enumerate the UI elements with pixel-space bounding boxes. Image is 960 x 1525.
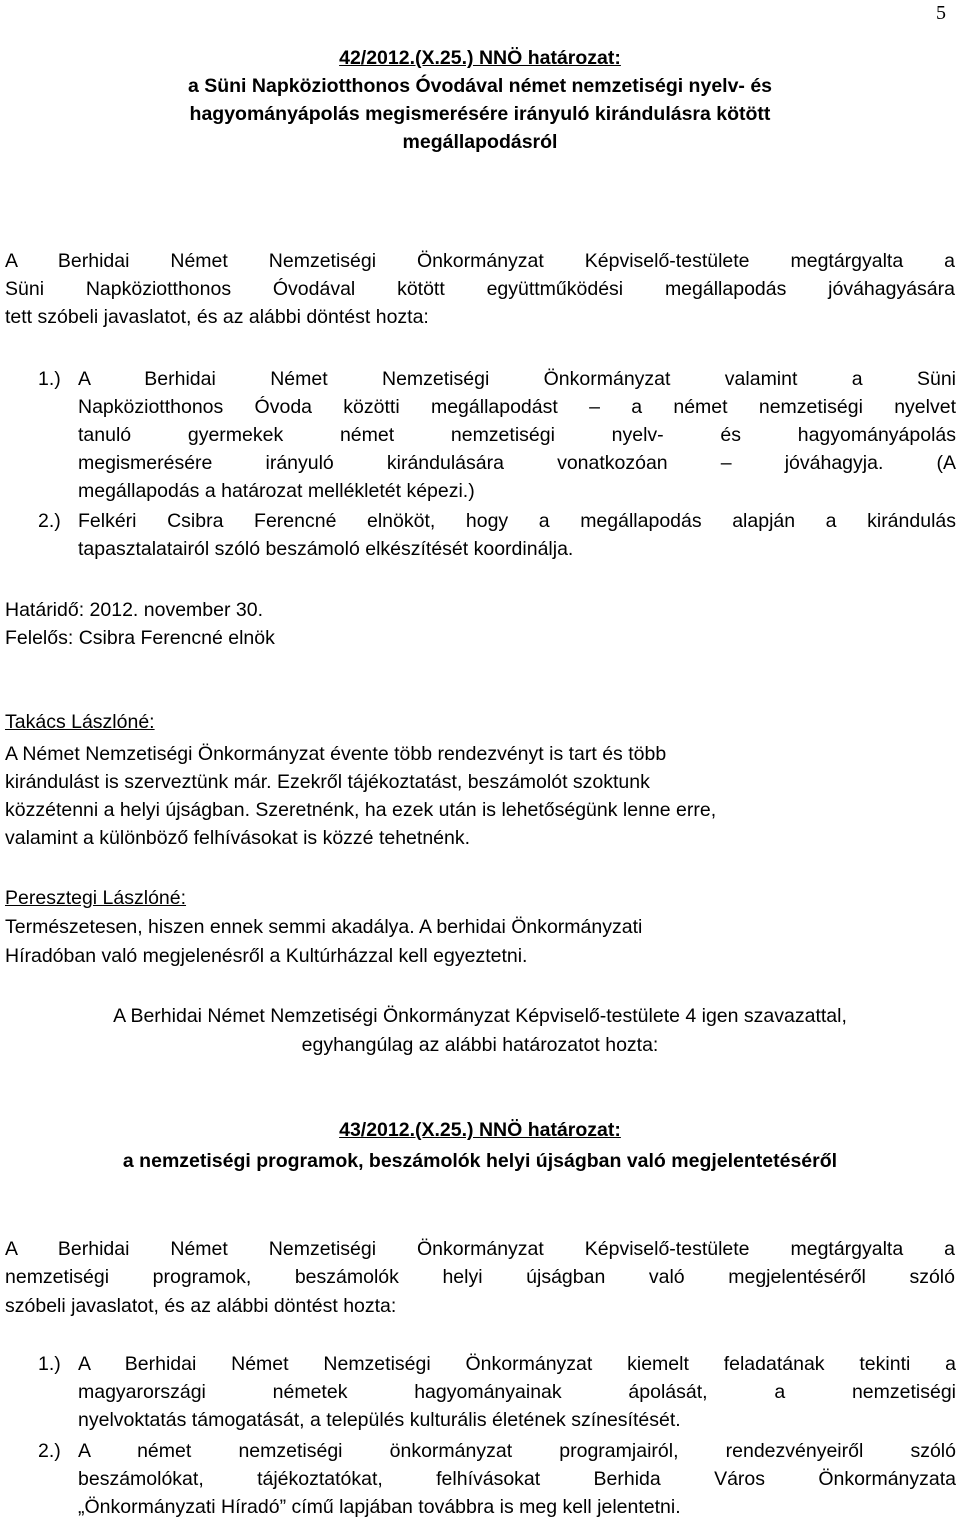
- resolution-42-intro-line: Süni Napköziotthonos Óvodával kötött együttműködési megállapodás jóváhagyására: [5, 278, 955, 300]
- speaker-name: Takács Lászlóné:: [5, 711, 155, 733]
- vote-line: A Berhidai Német Nemzetiségi Önkormányzat Képviselő-testülete 4 igen szavazattal,: [113, 1005, 847, 1027]
- resolution-42-point-1-line: megállapodás a határozat mellékletét képezi.): [78, 480, 475, 502]
- resolution-42-point-2-line: Felkéri Csibra Ferencné elnököt, hogy a megállapodás alapján a kirándulás: [78, 510, 956, 532]
- deadline: Határidő: 2012. november 30.: [5, 599, 263, 621]
- resolution-43-point-2-line: A német nemzetiségi önkormányzat programjairól, rendezvényeiről szóló: [78, 1440, 956, 1462]
- resolution-43-title: 43/2012.(X.25.) NNÖ határozat:: [339, 1119, 621, 1141]
- resolution-43-point-1-line: A Berhidai Német Nemzetiségi Önkormányzat kiemelt feladatának tekinti a: [78, 1353, 956, 1375]
- responsible-person: Felelős: Csibra Ferencné elnök: [5, 627, 275, 649]
- resolution-42-subject-line: hagyományápolás megismerésére irányuló kirándulásra kötött: [189, 103, 771, 125]
- resolution-43-point-2-line: beszámolókat, tájékoztatókat, felhívásokat Berhida Város Önkormányzata: [78, 1468, 956, 1490]
- speaker-text-line: kirándulást is szerveztünk már. Ezekről tájékoztatást, beszámolót szoktunk: [5, 771, 650, 793]
- speaker-text-line: valamint a különböző felhívásokat is közzé tehetnénk.: [5, 827, 471, 849]
- resolution-43-point-2-line: „Önkormányzati Híradó” című lapjában továbbra is meg kell jelentetni.: [78, 1496, 681, 1518]
- resolution-42-point-1-line: Napköziotthonos Óvoda közötti megállapodást – a német nemzetiségi nyelvet: [78, 396, 956, 418]
- resolution-42-subject-line: megállapodásról: [402, 131, 558, 153]
- speaker-text-line: Természetesen, hiszen ennek semmi akadálya. A berhidai Önkormányzati: [5, 916, 643, 938]
- resolution-43-point-1-number: 1.): [38, 1353, 61, 1375]
- resolution-42-subject-line: a Süni Napköziotthonos Óvodával német nemzetiségi nyelv- és: [187, 75, 773, 97]
- speaker-text-line: Híradóban való megjelenésről a Kultúrházzal kell egyeztetni.: [5, 945, 528, 967]
- resolution-43-point-1-line: magyarországi németek hagyományainak ápolását, a nemzetiségi: [78, 1381, 956, 1403]
- vote-line: egyhangúlag az alábbi határozatot hozta:: [301, 1034, 659, 1056]
- resolution-42-point-1-line: tanuló gyermekek német nemzetiségi nyelv- és hagyományápolás: [78, 424, 956, 446]
- resolution-42-point-1-number: 1.): [38, 368, 61, 390]
- resolution-42-intro-line: tett szóbeli javaslatot, és az alábbi döntést hozta:: [5, 306, 429, 328]
- resolution-42-point-2-number: 2.): [38, 510, 61, 532]
- resolution-42-intro-line: A Berhidai Német Nemzetiségi Önkormányzat Képviselő-testülete megtárgyalta a: [5, 250, 955, 272]
- resolution-43-intro-line: szóbeli javaslatot, és az alábbi döntést hozta:: [5, 1295, 397, 1317]
- resolution-43-intro-line: A Berhidai Német Nemzetiségi Önkormányzat Képviselő-testülete megtárgyalta a: [5, 1238, 955, 1260]
- resolution-43-point-2-number: 2.): [38, 1440, 61, 1462]
- page-number: 5: [936, 2, 946, 24]
- resolution-43-subject: a nemzetiségi programok, beszámolók helyi újságban való megjelentetéséről: [122, 1150, 838, 1172]
- resolution-42-point-1-line: megismerésére irányuló kirándulására vonatkozóan – jóváhagyja. (A: [78, 452, 956, 474]
- speaker-text-line: A Német Nemzetiségi Önkormányzat évente több rendezvényt is tart és több: [5, 743, 667, 765]
- resolution-42-point-2-line: tapasztalatairól szóló beszámoló elkészítését koordinálja.: [78, 538, 574, 560]
- speaker-text-line: közzétenni a helyi újságban. Szeretnénk, ha ezek után is lehetőségünk lenne erre,: [5, 799, 717, 821]
- speaker-name: Peresztegi Lászlóné:: [5, 887, 187, 909]
- resolution-42-point-1-line: A Berhidai Német Nemzetiségi Önkormányzat valamint a Süni: [78, 368, 956, 390]
- resolution-43-intro-line: nemzetiségi programok, beszámolók helyi újságban való megjelentéséről szóló: [5, 1266, 955, 1288]
- resolution-42-title: 42/2012.(X.25.) NNÖ határozat:: [339, 47, 621, 69]
- resolution-43-point-1-line: nyelvoktatás támogatását, a település kulturális életének színesítését.: [78, 1409, 681, 1431]
